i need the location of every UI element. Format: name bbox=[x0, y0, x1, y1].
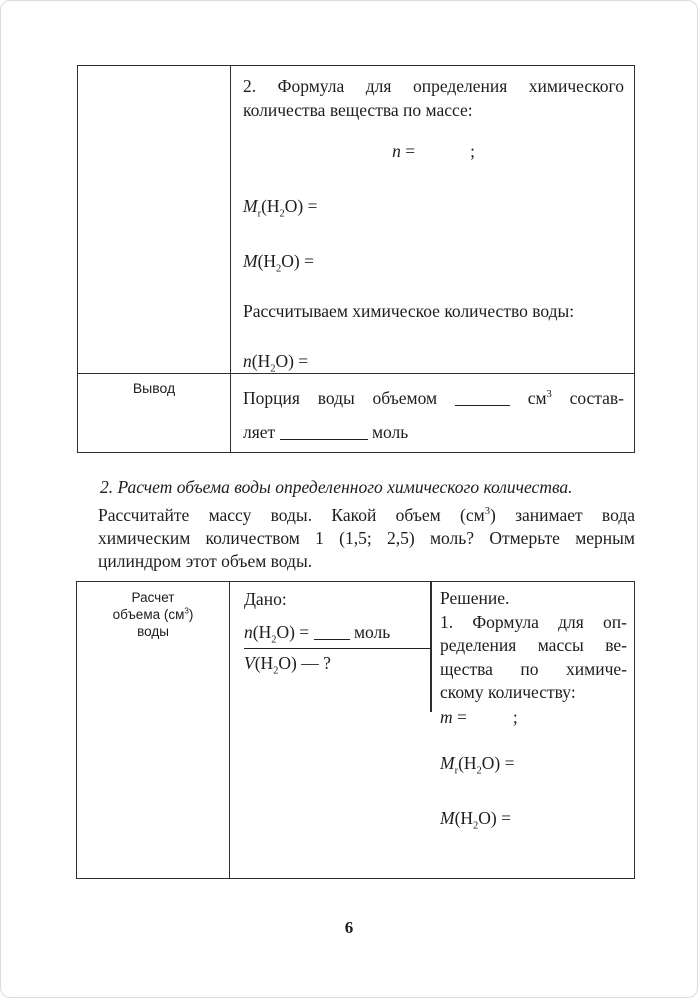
formula-text: O) — ? bbox=[278, 653, 331, 673]
mr-h2o-formula bbox=[440, 752, 627, 776]
semicolon: ; bbox=[512, 706, 518, 727]
table2-body-cell bbox=[230, 582, 634, 878]
formula-text: (H bbox=[458, 753, 477, 773]
equals-sign: = bbox=[457, 706, 467, 727]
given-block bbox=[230, 582, 430, 675]
table-chemical-quantity bbox=[77, 65, 635, 453]
M-variable: M bbox=[243, 196, 258, 216]
conclusion-text-cell bbox=[231, 374, 634, 452]
paragraph-text: ) занимает вода bbox=[489, 505, 635, 525]
equals-sign: = bbox=[405, 141, 416, 161]
two-subscript: 2 bbox=[271, 634, 277, 646]
formula-text: (H bbox=[252, 622, 272, 642]
formula-text: (H bbox=[261, 196, 280, 216]
formula-text: O) = bbox=[276, 622, 310, 642]
task2-heading: 2. Расчет объема воды определенного химического количества. bbox=[100, 477, 573, 497]
formula-text: (H bbox=[454, 807, 474, 828]
two-subscript: 2 bbox=[279, 208, 285, 220]
paragraph-line3: цилиндром этот объем воды. bbox=[98, 551, 313, 571]
cubed-superscript: 3 bbox=[184, 606, 189, 616]
conclusion-text: ляет bbox=[243, 422, 276, 442]
n-h2o-formula bbox=[243, 349, 624, 373]
M-variable: M bbox=[243, 251, 258, 271]
formula-intro-line1: 2. Формула для определения химического bbox=[243, 76, 624, 96]
header-line2 bbox=[77, 606, 229, 623]
M-variable: M bbox=[440, 753, 455, 773]
table1-solution-cell bbox=[231, 66, 634, 374]
m-equals-formula bbox=[440, 706, 627, 730]
formula-text: (H bbox=[251, 351, 271, 371]
page-number: 6 bbox=[344, 918, 354, 937]
formula-text: O) = bbox=[275, 351, 309, 371]
semicolon: ; bbox=[470, 141, 475, 161]
paragraph-line1 bbox=[98, 504, 635, 527]
conclusion-text: состав- bbox=[569, 388, 625, 408]
cubed-superscript: 3 bbox=[546, 389, 552, 401]
formula-text: (H bbox=[257, 251, 277, 271]
header-line1: Расчет bbox=[131, 590, 175, 605]
mr-h2o-formula bbox=[243, 194, 624, 218]
formula-intro-line2: количества вещества по массе: bbox=[243, 100, 473, 120]
fill-in-blank bbox=[314, 627, 350, 640]
solution-label: Решение. bbox=[440, 588, 510, 608]
task2-paragraph bbox=[98, 504, 635, 573]
m-variable: m bbox=[440, 706, 453, 727]
M-variable: M bbox=[440, 807, 455, 828]
given-separator-line bbox=[244, 648, 430, 649]
solution-step-line2: ределения массы ве- bbox=[440, 635, 627, 655]
two-subscript: 2 bbox=[273, 665, 279, 677]
conclusion-line1 bbox=[243, 387, 624, 409]
unit-mol: моль bbox=[353, 622, 391, 642]
n-equals-formula bbox=[243, 139, 624, 163]
solution-block bbox=[431, 582, 634, 830]
formula-text: O) = bbox=[478, 807, 512, 828]
fill-in-blank bbox=[455, 393, 510, 406]
solution-step-line3: щества по химиче- bbox=[440, 658, 627, 679]
conclusion-text: Порция воды объемом bbox=[243, 388, 438, 408]
formula-text: (H bbox=[254, 653, 274, 673]
n-variable: n bbox=[243, 351, 252, 371]
conclusion-label: Вывод bbox=[132, 380, 176, 396]
two-subscript: 2 bbox=[473, 820, 479, 831]
header-text: объема (см bbox=[112, 607, 185, 622]
m-h2o-formula bbox=[243, 249, 624, 273]
table1-left-empty-cell bbox=[78, 66, 231, 374]
given-label: Дано: bbox=[244, 589, 287, 609]
calc-quantity-label: Рассчитываем химическое количество воды: bbox=[243, 301, 575, 321]
paragraph-line2: химическим количеством 1 (1,5; 2,5) моль? Отмерьте мерным bbox=[98, 528, 635, 548]
conclusion-line2 bbox=[243, 422, 624, 443]
unit-cm bbox=[528, 388, 552, 408]
find-formula bbox=[244, 651, 430, 675]
V-variable: V bbox=[244, 653, 255, 673]
conclusion-header-cell bbox=[78, 374, 231, 452]
two-subscript: 2 bbox=[276, 263, 282, 275]
solution-step-line1: 1. Формула для оп- bbox=[440, 611, 627, 632]
unit-mol: моль bbox=[371, 422, 409, 442]
formula-text: O) = bbox=[481, 753, 515, 773]
r-subscript: r bbox=[454, 765, 459, 777]
unit-text: см bbox=[527, 388, 547, 408]
solution-step-line4: скому количеству: bbox=[440, 682, 576, 702]
given-formula bbox=[244, 620, 430, 644]
cubed-superscript: 3 bbox=[484, 506, 490, 518]
header-text: ) bbox=[188, 607, 194, 622]
header-line3: воды bbox=[137, 624, 169, 639]
m-h2o-formula bbox=[440, 807, 627, 831]
two-subscript: 2 bbox=[270, 363, 276, 375]
table2-header-cell bbox=[77, 582, 230, 878]
formula-text: O) = bbox=[281, 251, 315, 271]
table-volume-calculation bbox=[76, 581, 635, 879]
n-variable: n bbox=[392, 141, 401, 161]
n-variable: n bbox=[244, 622, 253, 642]
two-subscript: 2 bbox=[476, 765, 482, 777]
fill-in-blank bbox=[280, 427, 368, 440]
paragraph-text: Рассчитайте массу воды. Какой объем (см bbox=[98, 505, 485, 525]
formula-text: O) = bbox=[284, 196, 318, 216]
r-subscript: r bbox=[257, 208, 262, 220]
